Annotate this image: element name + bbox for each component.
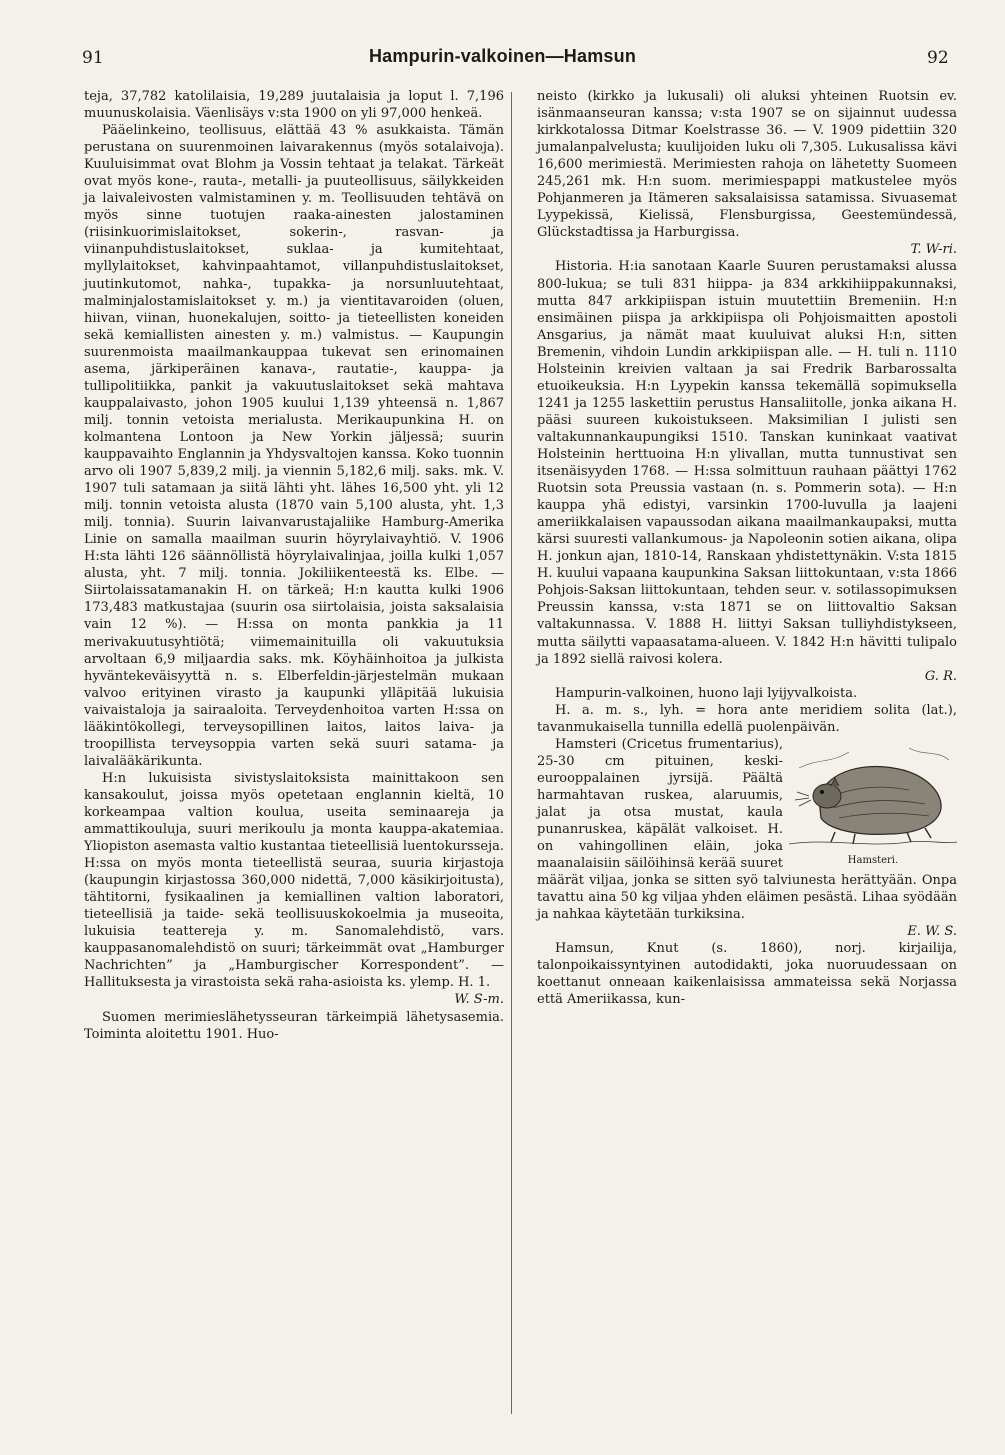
figure-caption: Hamsteri. <box>847 854 899 866</box>
column-divider <box>511 92 512 1414</box>
signature: T. W-ri. <box>910 242 957 258</box>
signature: G. R. <box>924 668 957 684</box>
entry-hamsteri: Hamsteri (Cricetus frumentarius), 25-30 cm pituinen, keski-eurooppalainen jyrsijä. Päältä harmahtavan ruskea, alaruumis, jalat ja otsa mustat, kaula punanruskea, käpälät valkoiset. H. on vahingollinen eläin, joka maanalaisiin säilöihinsä kerää suuret määrät viljaa, jonka se sitten syö talviunesta herättyään. Onpa tavattu aina 50 kg viljaa yhden eläimen pesästä. Lihaa syödään ja nahkaa käytetään turkiksina. <box>537 736 957 923</box>
paragraph: teja, 37,782 katolilaisia, 19,289 juutalaisia ja loput l. 7,196 muunuskolaisia. Väenlisäys v:sta 1900 on yli 97,000 henkeä. <box>84 89 504 122</box>
page-number-right: 92 <box>927 48 949 68</box>
paragraph: Historia. H:ia sanotaan Kaarle Suuren perustamaksi alussa 800-lukua; se tuli 831 hiippa- ja 834 arkkihiippakunnaksi, mutta 847 arkkipiispan istuin muutettiin Bremeniin. H:n ensimäinen piispa ja arkkipiispa oli Pohjoismaitten apostoli Ansgarius, ja nämät maat kuuluivat aluksi H:n, sitten Bremenin, vihdoin Lundin arkkipiispan alle. — H. tuli n. 1110 Holsteinin kreivien valtaan ja sai Fredrik Barbarossalta etuoikeuksia. H:n Lyypekin kanssa tekemällä sopimuksella 1241 ja 1255 laskettiin perustus Hansaliitolle, jonka aikana H. pääsi suureen kukoistukseen. Maksimilian I julisti sen valtakunnankaupungiksi 1510. Tanskan kuninkaat vaativat Holsteinin herttuoina H:n ylivallan, mutta tunnustivat sen itsenäisyyden 1768. — H:ssa solmittuun rauhaan päättyi 1762 Ruotsin sota Preussia vastaan (n. s. Pommerin sota). — H:n kauppa yhä edistyi, varsinkin 1700-luvulla ja laajeni ameriikkalaisen vapaussodan aikana maailmankaupaksi, mutta kärsi suuresti vallankumous- ja Napoleonin sotien aikana, olipa H. jonkun ajan, 1810-14, Ranskaan yhdistettynäkin. V:sta 1815 H. kuului vapaana kaupunkina Saksan liittokuntaan, v:sta 1866 Pohjois-Saksan liittokuntaan, tehden seur. v. sotilassopimuksen Preussin kanssa, v:sta 1871 se on liittovaltio Saksan valtakunnassa. V. 1888 H. liittyi Saksan tulliyhdistykseen, mutta säilytti vapaasatama-alueen. V. 1842 H:n hävitti tulipalo ja 1892 siellä raivosi kolera. <box>537 259 957 667</box>
paragraph: Suomen merimieslähetysseuran tärkeimpiä lähetysasemia. Toiminta aloitettu 1901. Huo- <box>84 1009 504 1042</box>
paragraph: H:n lukuisista sivistyslaitoksista mainittakoon sen kansakoulut, joissa myös opetetaan englannin kieltä, 10 korkeampaa valtion koulua, useita seminaareja ja ammattikouluja, suuri merikoulu ja monta kauppa-akatemiaa. Yliopiston asemasta valtio kustantaa tieteellisiä luentokursseja. H:ssa on myös monta tieteellistä seuraa, suuria kirjastoja (kaupungin kirjastossa 360,000 nidettä, 7,000 käsikirjoitusta), tähtitorni, fysikaalinen ja kemiallinen valtion laboratori, tieteellisiä ja taide- sekä teollisuuskokoelmia ja museoita, lukuisia teattereja y. m. Sanomalehdistö, vars. kauppasanomalehdistö on suuri; tärkeimmät ovat „Hamburger Nachrichten” ja „Hamburgischer Korrespondent”. — Hallituksesta ja virastoista sekä raha-asioista ks. ylemp. H. 1. <box>84 770 504 991</box>
right-column <box>537 88 957 1009</box>
running-head: Hampurin-valkoinen—Hamsun <box>368 46 637 66</box>
paragraph: neisto (kirkko ja lukusali) oli aluksi yhteinen Ruotsin ev. isänmaanseuran kanssa; v:sta 1907 se on sijainnut uudessa kirkkotalossa Ditmar Koelstrasse 36. — V. 1909 pidettiin 320 jumalanpalvelusta; kuulijoiden luku oli 7,305. Lukusalissa kävi 16,600 merimiestä. Merimiesten rahoja on lähetetty Suomeen 245,261 mk. H:n suom. merimiespappi matkustelee myös Pohjanmeren ja Itämeren saksalaisissa satamissa. Sivuasemat Lyypekissä, Kielissä, Flensburgissa, Geestemündessä, Glückstadtissa ja Harburgissa. <box>537 89 957 241</box>
signature: W. S-m. <box>454 992 504 1008</box>
entry-hamsun: Hamsun, Knut (s. 1860), norj. kirjailija, talonpoikaissyntyinen autodidakti, joka nuoruudessaan on koettanut onneaan kaikenlaisissa ammateissa sekä Norjassa että Ameriikassa, kun- <box>537 941 957 1008</box>
paragraph: Pääelinkeino, teollisuus, elättää 43 % asukkaista. Tämän perustana on suurenmoinen laivarakennus (myös sotalaivoja). Kuuluisimmat ovat Blohm ja Vossin tehtaat ja telakat. Tärkeät ovat myös kone-, rauta-, metalli- ja puuteollisuus, säilykkeiden ja laivaleivosten valmistaminen y. m. Teollisuuden tehtävä on myös sinne tuotujen raaka-ainesten jalostaminen (riisinkuorimislaitokset, sokerin-, rasvan- ja viinanpuhdistuslaitokset, suklaa- ja kumitehtaat, myllylaitokset, kahvinpaahtamot, villanpuhdistuslaitokset, juutinkutomot, nahka-, tupakka- ja norsunluutehtaat, malminjalostamislaitokset y. m.) ja vientitavaroiden (oluen, hiivan, viinan, huonekalujen, soitto- ja tieteellisten koneiden sekä kemiallisten ainesten y. m.) valmistus. — Kaupungin suurenmoista maailmankauppaa tukevat sen erinomainen asema, järkiperäinen kanava-, rautatie-, kauppa- ja tullipolitiikka, pankit ja vakuutuslaitokset sekä mahtava kauppalaivasto, johon 1905 kuului 1,139 yhteensä n. 1,867 milj. tonnin vetoista merialusta. Merikaupunkina H. on kolmantena Lontoon ja New Yorkin jäljessä; suurin kauppavaihto Englannin ja Yhdysvaltojen kanssa. Koko tuonnin arvo oli 1907 5,839,2 milj. ja viennin 5,182,6 milj. saks. mk. V. 1907 tuli satamaan ja siitä lähti yht. lähes 16,500 yht. yli 12 milj. tonnin vetoista alusta (1870 vain 5,100 alusta, yht. 1,3 milj. tonnia). Suurin laivanvarustajaliike Hamburg-Amerika Linie on samalla maailman suurin höyrylaivayhtiö. V. 1906 H:sta lähti 126 säännöllistä höyrylaivalinjaa, joilla kulki 1,057 alusta, yht. 7 milj. tonnia. Jokiliikenteestä ks. Elbe. — Siirtolaissatamanakin H. on tärkeä; H:n kautta kulki 1906 173,483 matkustajaa (suurin osa siirtolaisia, joista saksalaisia vain 12 %). — H:ssa on monta pankkia ja 11 merivakuutusyhtiötä; viimemainituilla oli vakuutuksia arvoltaan 6,9 miljaardia saks. mk. Köyhäinhoitoa ja julkista hyväntekeväisyyttä n. s. Elberfeldin-järjestelmän mukaan valvoo erityinen virasto ja kaupunki ylläpitää lukuisia vaivaistaloja ja sairaaloita. Terveydenhoitoa varten H:ssa on lääkintökollegi, terveysopillinen laitos, laitos laiva- ja troopillista terveysoppia varten sekä suuri satama- ja laivalääkärikunta. <box>84 123 504 769</box>
left-column <box>84 88 504 1043</box>
entry-hampurin-valkoinen: Hampurin-valkoinen, huono laji lyijyvalkoista. <box>555 685 858 701</box>
page-number-left: 91 <box>82 48 104 68</box>
signature: E. W. S. <box>907 924 957 940</box>
hamster-illustration <box>789 738 957 850</box>
entry-h-a-m-s: H. a. m. s., lyh. = hora ante meridiem solita (lat.), tavanmukaisella tunnilla edellä puolenpäivän. <box>537 702 957 735</box>
hamster-figure <box>789 738 957 869</box>
